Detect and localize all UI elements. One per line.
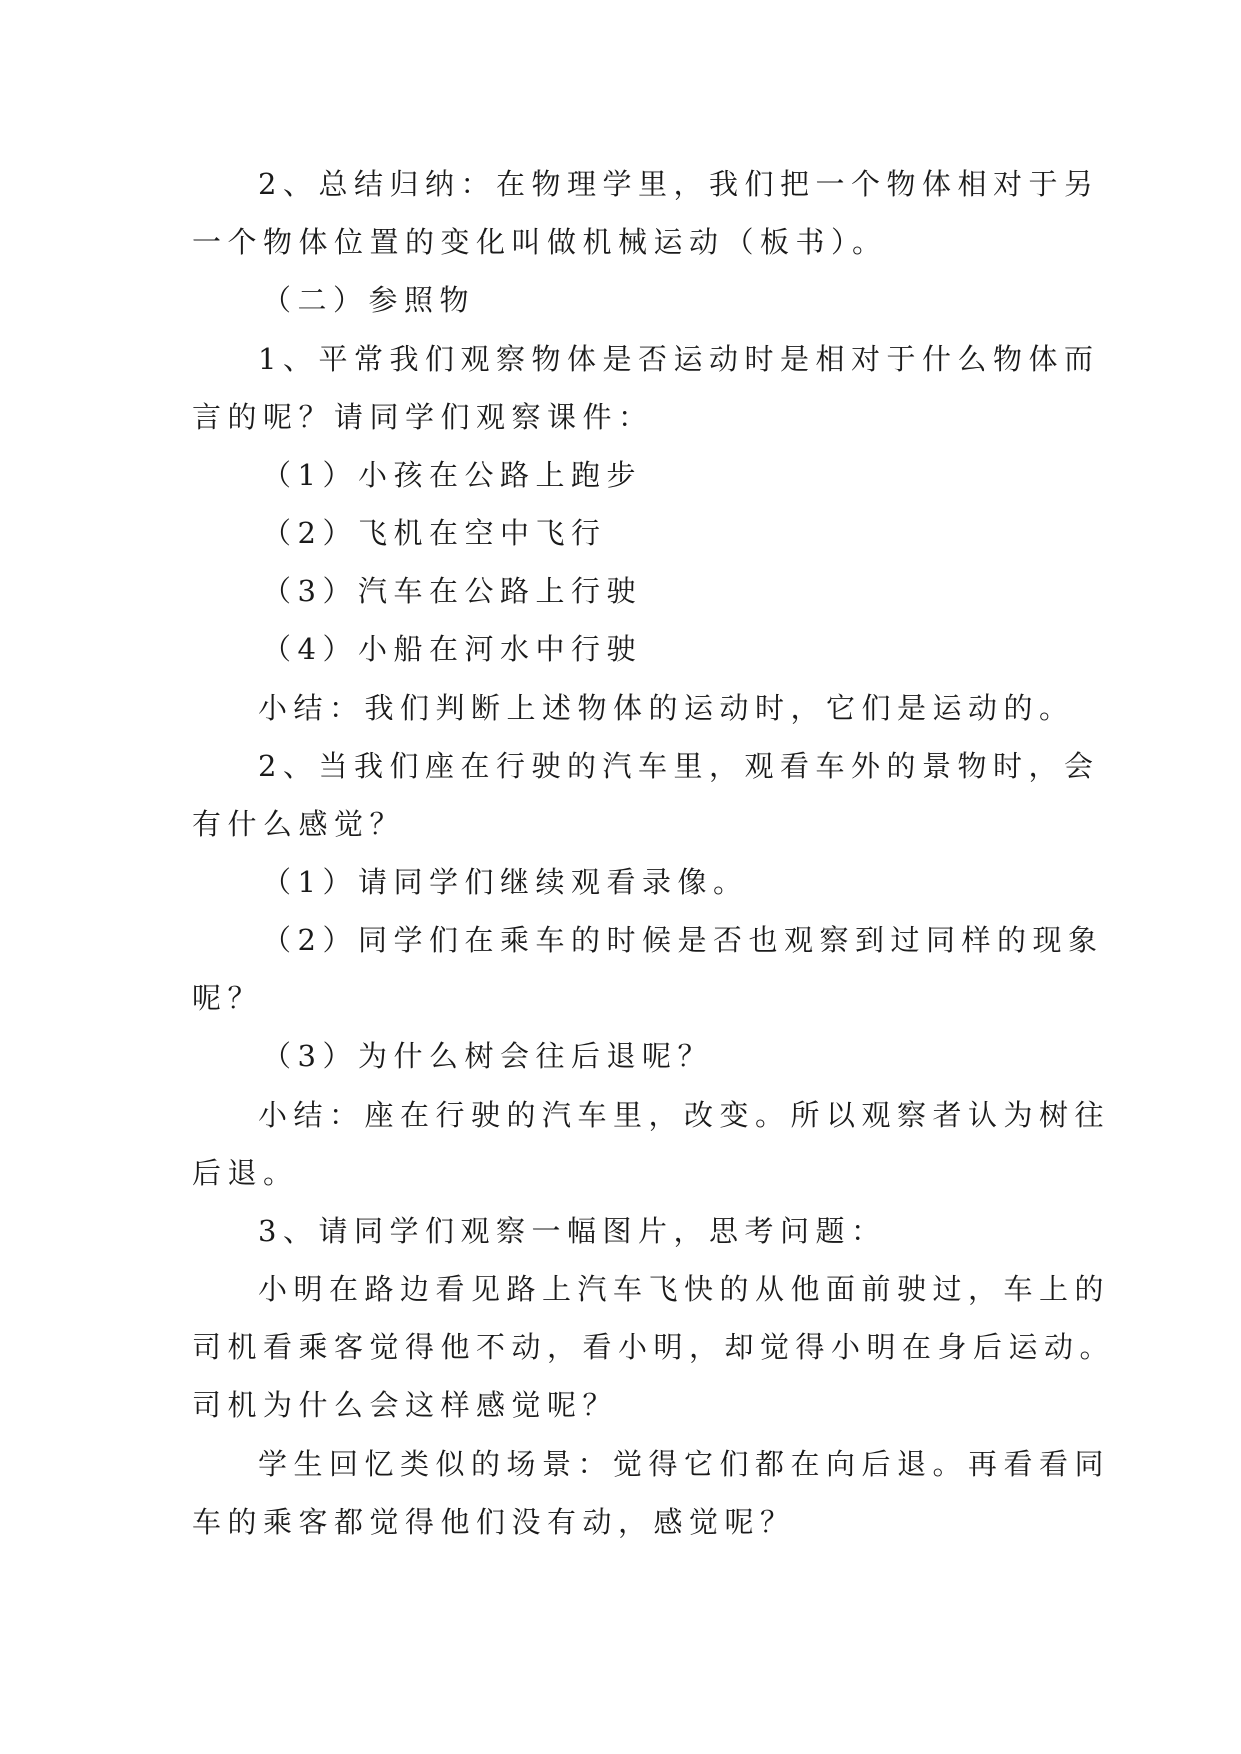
text-line: 一个物体位置的变化叫做机械运动（板书）。 — [192, 225, 888, 259]
list-item: （1）请同学们继续观看录像。 — [262, 865, 749, 899]
summary-line: 小结：我们判断上述物体的运动时，它们是运动的。 — [258, 691, 1075, 725]
text-line: 呢？ — [192, 981, 264, 1015]
text-line: 司机为什么会这样感觉呢？ — [192, 1388, 619, 1422]
text-line: 司机看乘客觉得他不动，看小明，却觉得小明在身后运动。 — [192, 1330, 1116, 1364]
text-line: 小明在路边看见路上汽车飞快的从他面前驶过，车上的 — [258, 1272, 1111, 1306]
text-line: 后退。 — [192, 1156, 299, 1190]
list-item: （3）汽车在公路上行驶 — [262, 574, 642, 608]
text-line: 车的乘客都觉得他们没有动，感觉呢？ — [192, 1505, 796, 1539]
text-line: 学生回忆类似的场景：觉得它们都在向后退。再看看同 — [258, 1447, 1111, 1481]
list-item: （4）小船在河水中行驶 — [262, 632, 642, 666]
text-line: 2、总结归纳：在物理学里，我们把一个物体相对于另 — [258, 167, 1100, 201]
text-line: 2、当我们座在行驶的汽车里，观看车外的景物时，会 — [258, 749, 1100, 783]
list-item: （2）同学们在乘车的时候是否也观察到过同样的现象 — [262, 923, 1104, 957]
text-line: 言的呢？请同学们观察课件： — [192, 400, 654, 434]
list-item: （2）飞机在空中飞行 — [262, 516, 607, 550]
summary-line: 小结：座在行驶的汽车里，改变。所以观察者认为树往 — [258, 1098, 1111, 1132]
section-heading: （二）参照物 — [262, 283, 476, 317]
list-item: （3）为什么树会往后退呢？ — [262, 1039, 713, 1073]
text-line: 3、请同学们观察一幅图片，思考问题： — [258, 1214, 887, 1248]
list-item: （1）小孩在公路上跑步 — [262, 458, 642, 492]
text-line: 有什么感觉？ — [192, 807, 406, 841]
text-line: 1、平常我们观察物体是否运动时是相对于什么物体而 — [258, 342, 1100, 376]
